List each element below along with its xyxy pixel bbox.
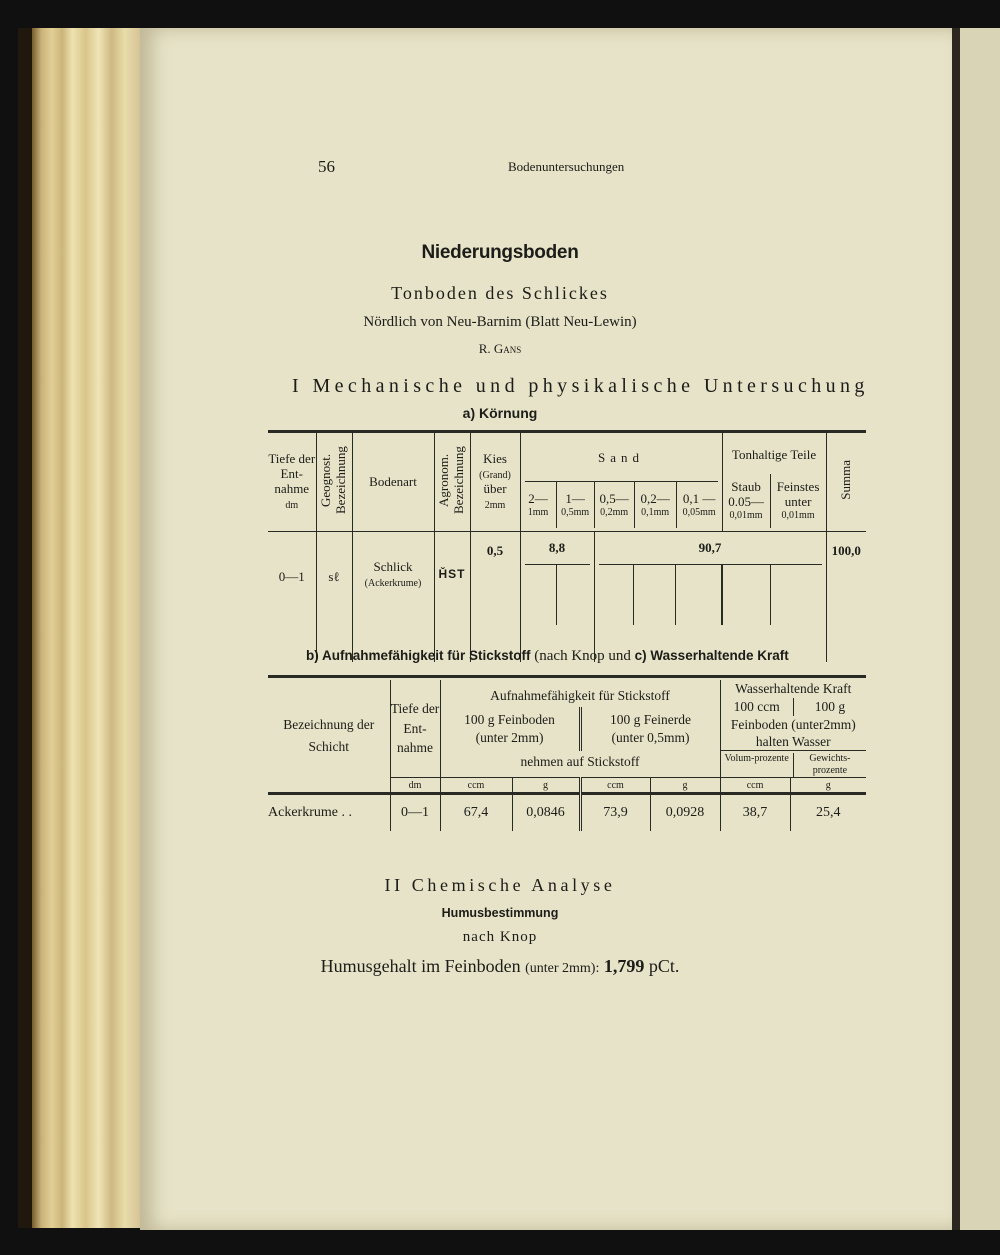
cell-tiefe: 0—1 [278,568,305,584]
cell-geognost: sℓ [316,531,352,662]
book-spine [18,28,32,1228]
author: R. Gans [478,341,522,356]
col-tonhaltig: Tonhaltige Teile Staub 0.05— 0,01mm Feinstes unter 0,01mm [722,432,826,532]
section-2-heading: II Chemische Analyse [384,875,616,895]
table-row [268,531,866,662]
col-tiefe2: Tiefe der Ent-nahme [390,680,440,778]
page-gutter [952,28,960,1230]
humus-heading: Humusbestimmung [441,906,559,920]
cell-v5: 38,7 [720,794,790,832]
col-bezeichnung: Bezeichnung der Schicht [283,717,375,754]
col-summa: Summa [826,432,866,532]
cell-v3: 73,9 [580,794,650,832]
cell-summa: 100,0 [826,531,866,662]
col-agronom: Agronom. Bezeichnung [434,432,470,532]
top-rule [268,430,866,432]
col-geognost: Geognost. Bezeichnung [316,432,352,532]
cell-v1: 67,4 [440,794,512,832]
book-page-edges [18,28,148,1228]
page-number: 56 [318,157,335,176]
cell-sand-coarse: 8,8 [520,531,594,662]
section-1-heading: I Mechanische und physikalische Untersuchung [292,375,869,397]
col-tiefe: Tiefe der Ent-nahme dm [268,432,316,532]
cell-agronom: ȞST [434,531,470,662]
page-title: Niederungsboden [421,242,579,263]
grain-size-table [268,430,866,662]
nitrogen-water-table [268,680,866,831]
cell-tiefe2: 0—1 [390,794,440,832]
cell-kies: 0,5 [470,531,520,662]
table2-header [268,680,866,778]
cell-v2: 0,0846 [512,794,580,832]
cell-bodenart: Schlick (Ackerkrume) [352,531,434,662]
method-label: nach Knop [462,929,538,945]
section-a-heading: a) Körnung [462,405,538,421]
location: Nördlich von Neu-Barnim (Blatt Neu-Lewin) [363,314,637,330]
next-page-edge [960,28,1000,1230]
humus-result: Humusgehalt im Feinboden (unter 2mm): 1,799 pCt. [320,956,680,976]
table2-top-rule [268,675,866,678]
col-bodenart: Bodenart [352,432,434,532]
col-wasserhaltend: Wasserhaltende Kraft 100 ccm 100 g Feinboden (unter2mm) halten Wasser Volum-prozente Gewichts-prozente [720,680,866,778]
cell-fine-fraction: 90,7 [594,531,826,662]
cell-v4: 0,0928 [650,794,720,832]
running-title: Bodenuntersuchungen [508,159,625,174]
col-sand: Sand 2— 1mm 1— 0,5mm 0,5— 0,2mm 0,2— 0,1mm 0,1 — 0,05mm [520,432,722,532]
section-b-heading: b) Aufnahmefähigkeit für Stickstoff (nach Knop und c) Wasserhaltende Kraft [306,648,789,664]
table2-units: dm ccm g ccm g ccm g [268,778,866,794]
grain-table-header [268,432,866,532]
cell-v6: 25,4 [790,794,866,832]
table-row [268,794,866,832]
col-aufnahme: Aufnahmefähigkeit für Stickstoff 100 g Feinboden (unter 2mm) 100 g Feinerde (unter 0,5mm) nehmen auf Stickstoff [440,680,720,778]
col-kies: Kies (Grand) über 2mm [470,432,520,532]
soil-type: Tonboden des Schlickes [391,283,609,303]
cell-bez: Ackerkrume . . [268,794,390,832]
